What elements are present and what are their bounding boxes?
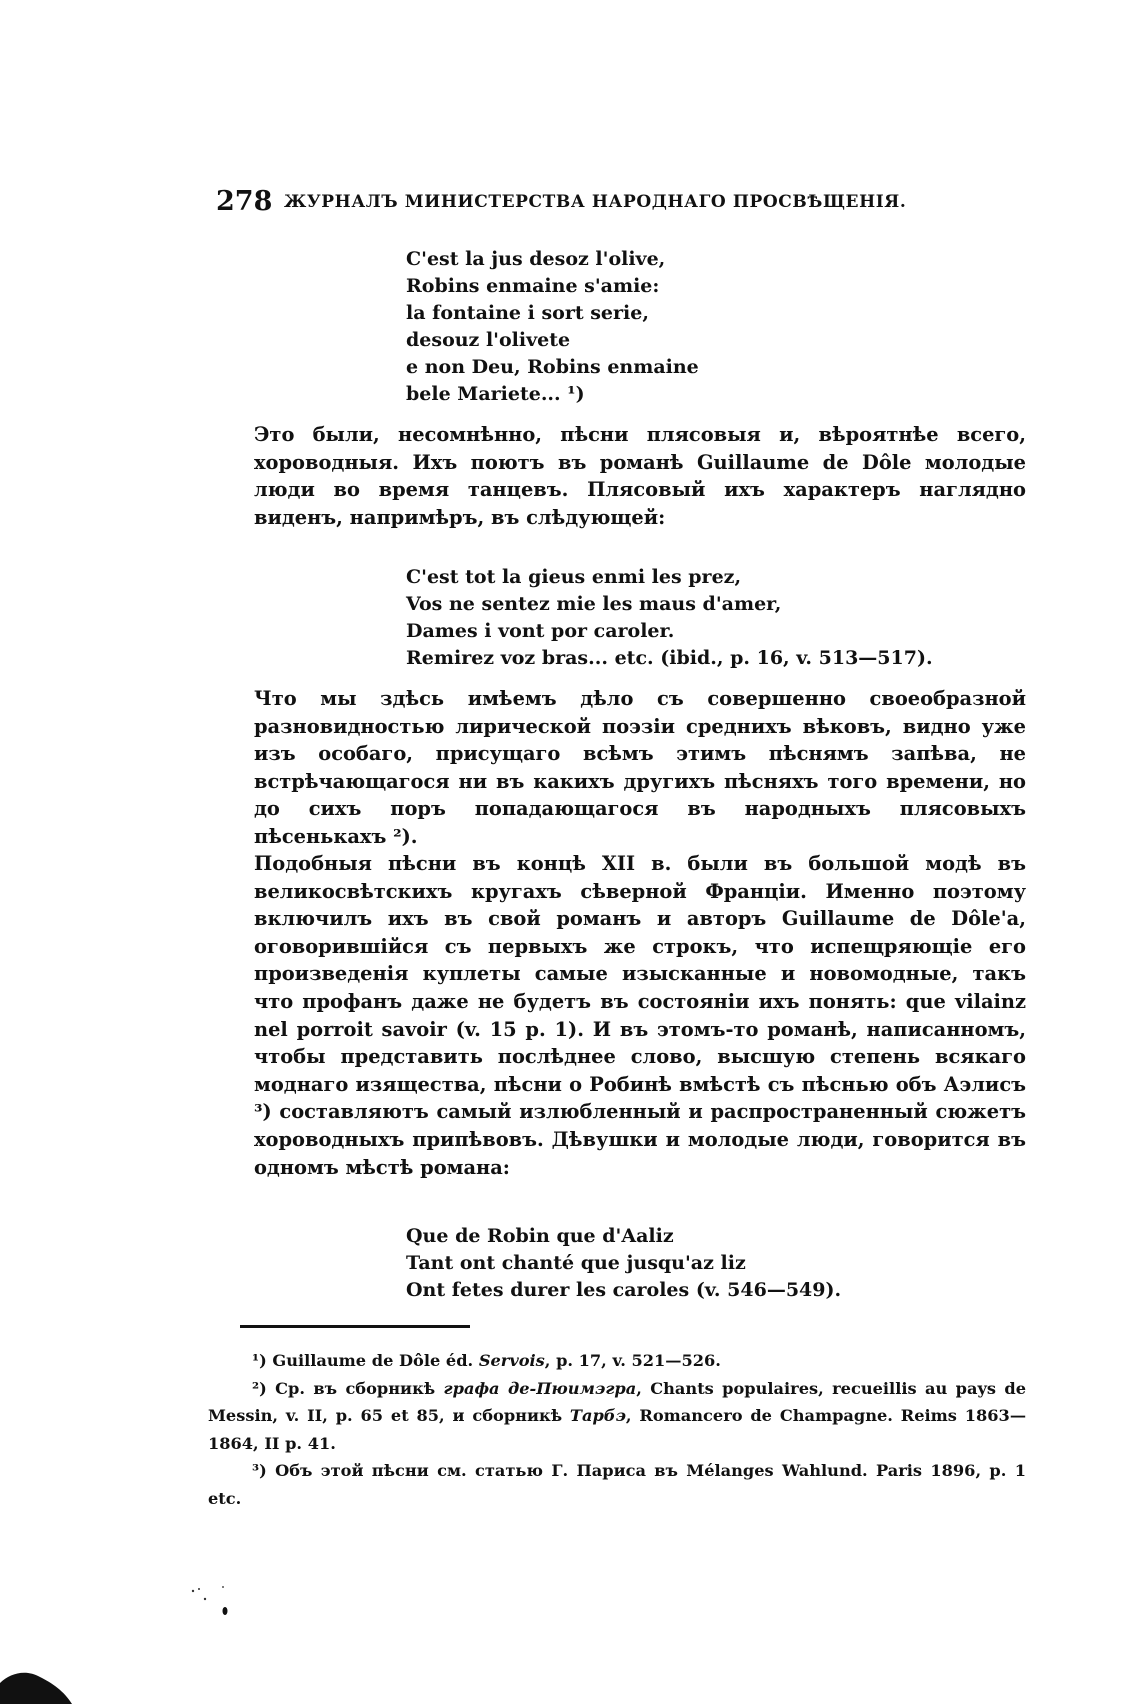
- verse-line: Tant ont chanté que jusqu'az liz: [406, 1252, 746, 1274]
- scan-specks: [185, 1585, 235, 1625]
- verse-block-3: [406, 1223, 841, 1304]
- paragraph-2: [208, 685, 1026, 851]
- verse-line: Robins enmaine s'amie:: [406, 275, 660, 297]
- footnote-1: ¹) Guillaume de Dôle éd. Servois, p. 17, v. 521—526.: [252, 1351, 721, 1370]
- footnote-3: ³) Объ этой пѣсни см. статью Г. Париса въ Mélanges Wahlund. Paris 1896, p. 1 etc.: [208, 1461, 1026, 1508]
- page-number: 278: [216, 186, 273, 217]
- paragraph-text: Это были, несомнѣнно, пѣсни плясовыя и, вѣроятнѣе всего, хороводныя. Ихъ поютъ въ романѣ Guillaume de Dôle молодые люди во время танцевъ. Плясовый ихъ характеръ наглядно виденъ, напримѣръ, въ слѣдующей:: [254, 423, 1026, 529]
- paragraph-text: Подобныя пѣсни въ концѣ XII в. были въ большой модѣ въ великосвѣтскихъ кругахъ сѣверной Франціи. Именно поэтому включилъ ихъ въ свой романъ и авторъ Guillaume de Dôle'a, оговорившійся съ первыхъ же строкъ, что испещряющіе его произведенія куплеты самые изысканные и новомодные, такъ что профанъ даже не будетъ въ состояніи ихъ понять: que vilainz nel porroit savoir (v. 15 p. 1). И въ этомъ-то романѣ, написанномъ, чтобы представить послѣднее слово, высшую степень всякаго моднаго изящества, пѣсни о Робинѣ вмѣстѣ съ пѣснью объ Аэлисъ ³) составляютъ самый излюбленный и распространенный сюжетъ хороводныхъ припѣвовъ. Дѣвушки и молодые люди, говорится въ одномъ мѣстѣ романа:: [254, 852, 1026, 1179]
- footnotes: [208, 1347, 1026, 1512]
- scan-edge-smudge: [0, 1655, 72, 1704]
- footnote-2: ²) Ср. въ сборникѣ графа де-Пюимэгра, Chants populaires, recueillis au pays de Messin, v. II, p. 65 et 85, и сборникѣ Тарбэ, Romancero de Champagne. Reims 1863—1864, II p. 41.: [208, 1378, 1027, 1453]
- verse-block-2: [406, 564, 933, 672]
- verse-line: Ont fetes durer les caroles (v. 546—549).: [406, 1279, 842, 1301]
- verse-line: C'est tot la gieus enmi les prez,: [406, 566, 742, 588]
- paragraph-text: Что мы здѣсь имѣемъ дѣло съ совершенно своеобразной разновидностью лирической поэзіи среднихъ вѣковъ, видно уже изъ особаго, присущаго всѣмъ этимъ пѣснямъ запѣва, не встрѣчающагося ни въ какихъ другихъ пѣсняхъ того времени, но до сихъ поръ попадающагося въ народныхъ плясовыхъ пѣсенькахъ ²).: [254, 687, 1026, 848]
- paragraph-1: [208, 421, 1026, 531]
- page-header: [216, 186, 946, 218]
- verse-line: desouz l'olivete: [406, 329, 571, 351]
- verse-line: la fontaine i sort serie,: [406, 302, 649, 324]
- verse-line: bele Mariete... ¹): [406, 383, 585, 405]
- verse-line: e non Deu, Robins enmaine: [406, 356, 699, 378]
- verse-line: Vos ne sentez mie les maus d'amer,: [406, 593, 782, 615]
- paragraph-3: [208, 850, 1026, 1181]
- running-head: ЖУРНАЛЪ МИНИСТЕРСТВА НАРОДНАГО ПРОСВѢЩЕНІЯ.: [284, 192, 907, 212]
- footnote-divider: [240, 1325, 470, 1328]
- verse-line: Remirez voz bras... etc. (ibid., p. 16, v. 513—517).: [406, 647, 933, 669]
- verse-line: C'est la jus desoz l'olive,: [406, 248, 666, 270]
- verse-block-1: [406, 246, 699, 408]
- verse-line: Dames i vont por caroler.: [406, 620, 675, 642]
- verse-line: Que de Robin que d'Aaliz: [406, 1225, 674, 1247]
